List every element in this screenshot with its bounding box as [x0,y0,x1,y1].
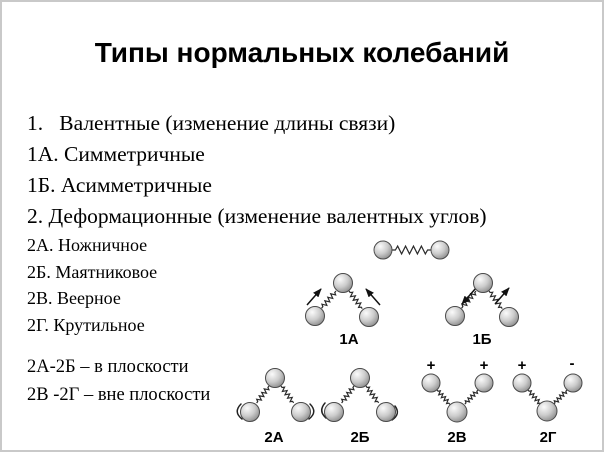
atom-ball [241,403,260,422]
motion-arrow [495,288,509,304]
bond-spring [279,385,295,404]
atom-ball [537,401,557,421]
atom-ball [377,403,396,422]
list-item-symmetric: 1А. Симметричные [27,142,205,166]
bond-spring [255,385,271,405]
atom-ball [447,402,467,422]
list-item-scissoring: 2А. Ножничное [27,235,148,255]
diagram-symmetric-stretch [306,274,381,349]
list-item-wagging: 2В. Веерное [27,288,121,308]
bond-spring [487,290,504,310]
diagram-asymmetric-stretch [446,274,519,349]
atom-ball [266,369,285,388]
bond-spring [463,389,479,406]
atom-ball [351,369,370,388]
diagram-label-2v: 2В [447,429,467,446]
diagram-label-1b: 1Б [472,331,492,348]
atom-ball [360,308,379,327]
phase-sign: + [426,357,436,374]
bond-spring [460,290,478,310]
atom-ball [474,274,493,293]
list-item-deformation: 2. Деформационные (изменение валентных углов) [27,204,487,228]
slide-title: Типы нормальных колебаний [94,37,510,68]
atom-ball [564,374,582,392]
bond-spring [527,389,543,406]
bond-spring [347,290,364,310]
bond-spring [392,246,431,254]
diagram-label-2a: 2А [264,429,284,446]
diagram-diatomic-stretch [374,241,449,259]
atom-ball [334,274,353,293]
diagram-label-1a: 1А [339,331,359,348]
diagram-scissoring [237,369,314,447]
bond-spring [340,385,356,405]
diagram-label-2b: 2Б [350,429,370,446]
atom-ball [446,307,465,326]
list-item-twisting: 2Г. Крутильное [27,314,145,335]
atom-ball [292,403,311,422]
atom-ball [374,241,392,259]
atom-ball [513,374,531,392]
phase-sign: + [479,357,489,374]
phase-sign: + [517,357,527,374]
bond-spring [436,389,452,406]
diagram-label-2g: 2Г [539,429,557,446]
note-in-plane: 2А-2Б – в плоскости [27,357,189,377]
bond-spring [320,290,338,310]
atom-ball [306,307,325,326]
atom-ball [431,241,449,259]
atom-ball [500,308,519,327]
diagram-wagging [422,357,493,446]
vibration-diagrams [2,2,604,452]
motion-arrow [307,289,321,305]
diagram-twisting [513,355,582,446]
diagram-rocking [322,369,398,447]
list-item-rocking: 2Б. Маятниковое [27,261,158,282]
atom-ball [422,374,440,392]
motion-arrow [366,289,380,305]
bond-spring [364,385,380,404]
list-item-valence: 1. Валентные (изменение длины связи) [27,111,396,135]
bond-spring [552,389,568,406]
phase-sign: - [569,355,575,372]
atom-ball [325,403,344,422]
note-out-of-plane: 2В -2Г – вне плоскости [27,384,211,405]
atom-ball [475,374,493,392]
list-item-asymmetric: 1Б. Асимметричные [27,173,212,197]
